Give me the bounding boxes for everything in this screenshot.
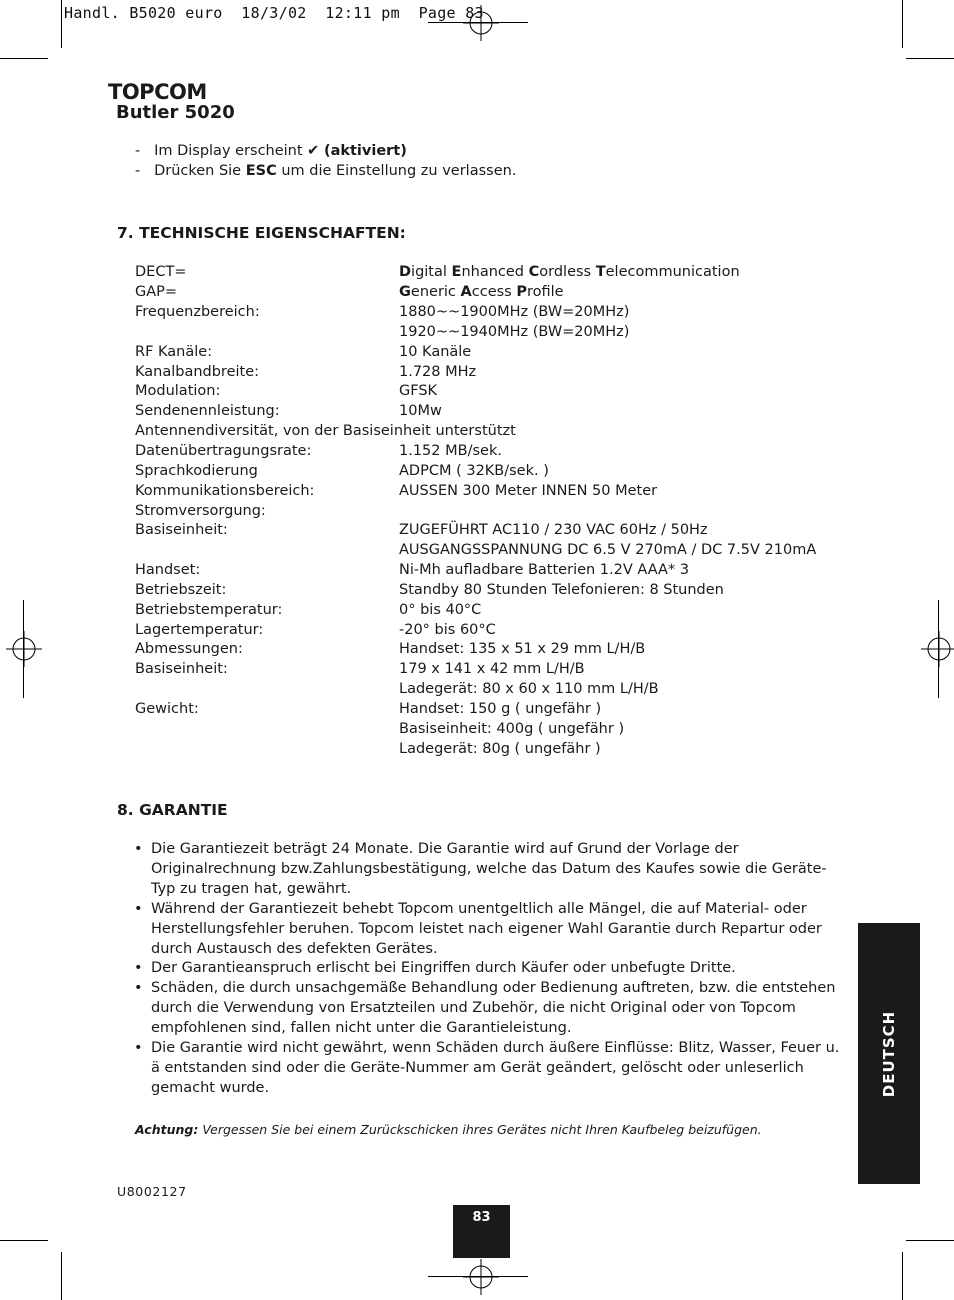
spec-label: GAP= [135,284,178,300]
spec-value: 10 Kanäle [399,343,472,360]
checkmark-icon: ✔ [307,143,320,159]
spec-value: AUSSEN 300 Meter INNEN 50 Meter [399,482,658,499]
spec-value: Basiseinheit: 400g ( ungefähr ) [399,720,625,737]
spec-label: Lagertemperatur: [135,621,264,638]
spec-value: 1.152 MB/sek. [399,442,502,459]
registration-mark-bottom [463,1259,499,1295]
spec-value: 179 x 141 x 42 mm L/H/B [399,661,585,678]
list-item [134,979,844,1039]
list-item [134,1039,844,1099]
warning-note: Achtung: Vergessen Sie bei einem Zurückschicken ihres Gerätes nicht Ihren Kaufbeleg beizufügen. [135,1122,762,1137]
section-title-technical: 7. TECHNISCHE EIGENSCHAFTEN: [117,224,406,242]
spec-label: DECT= [135,264,187,280]
spec-label: Antennendiversität, von der Basiseinheit unterstützt [135,423,516,440]
bullet-icon: • [134,980,143,997]
list-item [134,840,844,900]
page-number: 83 [453,1205,510,1258]
bullet-icon: • [134,960,143,977]
spec-value: 1920~~1940MHz (BW=20MHz) [399,323,630,340]
spec-value: Standby 80 Stunden Telefonieren: 8 Stunden [399,581,724,598]
spec-value: Ladegerät: 80 x 60 x 110 mm L/H/B [399,681,659,698]
intro-item-1: - Im Display erscheint ✔ (aktiviert) [135,143,407,159]
spec-value: AUSGANGSSPANNUNG DC 6.5 V 270mA / DC 7.5V 210mA [399,542,817,559]
spec-label: Abmessungen: [135,641,243,658]
model-name: Butler 5020 [116,102,235,123]
spec-label: RF Kanäle: [135,343,213,360]
spec-value: Handset: 150 g ( ungefähr ) [399,701,602,717]
list-item-text: Die Garantie wird nicht gewährt, wenn Schäden durch äußere Einflüsse: Blitz, Wasser, Feuer u. ä entstanden sind oder die Geräte-Nummer am Gerät geändert, gelöscht oder unleserlich gemacht wurde. [151,1040,840,1096]
list-item-text: Schäden, die durch unsachgemäße Behandlung oder Bedienung auftreten, bzw. die entstehen durch die Verwendung von Ersatzteilen und Zubehör, die nicht Original oder von Topcom empfohlenen sind, fallen nicht unter die Garantieleistung. [151,980,836,1037]
spec-label: Datenübertragungsrate: [135,442,312,459]
list-item-text: Der Garantieanspruch erlischt bei Eingriffen durch Käufer oder unbefugte Dritte. [151,960,736,977]
section-title-warranty: 8. GARANTIE [117,801,228,819]
spec-label: Sendenennleistung: [135,403,280,420]
spec-label: Kommunikationsbereich: [135,482,315,499]
document-code: U8002127 [117,1184,187,1199]
spec-label: Basiseinheit: [135,661,228,678]
registration-mark-left [6,631,42,667]
spec-label: Handset: [135,562,201,579]
print-slug: Handl. B5020 euro 18/3/02 12:11 pm Page 83 [64,4,484,22]
intro-item-2: - Drücken Sie ESC um die Einstellung zu verlassen. [135,163,517,179]
bullet-icon: • [134,1040,143,1057]
warranty-list [134,840,844,1099]
spec-value: Ladegerät: 80g ( ungefähr ) [399,740,601,757]
spec-label: Betriebszeit: [135,581,227,598]
spec-value-dect: Digital Enhanced Cordless Telecommunication [399,264,740,280]
bullet-icon: • [134,841,143,857]
list-item-text: Die Garantiezeit beträgt 24 Monate. Die Garantie wird auf Grund der Vorlage der Originalrechnung bzw.Zahlungsbestätigung, welche das Datum des Kaufes sowie die Geräte-Typ zu tragen hat, gewährt. [151,841,827,897]
spec-label: Gewicht: [135,701,199,717]
spec-value: 1880~~1900MHz (BW=20MHz) [399,304,630,320]
spec-value: ADPCM ( 32KB/sek. ) [399,462,549,479]
language-tab: DEUTSCH [858,923,920,1184]
spec-label: Modulation: [135,383,221,400]
spec-label: Frequenzbereich: [135,304,260,320]
spec-value: ZUGEFÜHRT AC110 / 230 VAC 60Hz / 50Hz [399,522,708,539]
bullet-icon: • [134,900,143,917]
spec-value: Ni-Mh aufladbare Batterien 1.2V AAA* 3 [399,562,690,579]
spec-value: 0° bis 40°C [399,601,482,618]
spec-value: -20° bis 60°C [399,621,496,638]
spec-label: Kanalbandbreite: [135,363,260,380]
spec-value: Handset: 135 x 51 x 29 mm L/H/B [399,641,646,658]
spec-label: Basiseinheit: [135,522,228,539]
spec-value: 10Mw [399,403,442,420]
spec-label: Stromversorgung: [135,502,266,519]
brand-logo: TOPCOM [108,80,207,104]
list-item [134,959,844,979]
registration-mark-top [463,5,499,41]
spec-label: Betriebstemperatur: [135,601,283,618]
list-item-text: Während der Garantiezeit behebt Topcom unentgeltlich alle Mängel, die auf Material- oder Herstellungsfehler beruhen. Topcom leistet nach eigener Wahl Garantie durch Repartur oder durch Austausch des defekten Gerätes. [151,900,822,957]
spec-label: Sprachkodierung [135,462,258,479]
list-item [134,900,844,960]
spec-value: GFSK [399,383,438,400]
spec-value: 1.728 MHz [399,363,477,380]
spec-value-gap: Generic Access Profile [399,284,564,300]
